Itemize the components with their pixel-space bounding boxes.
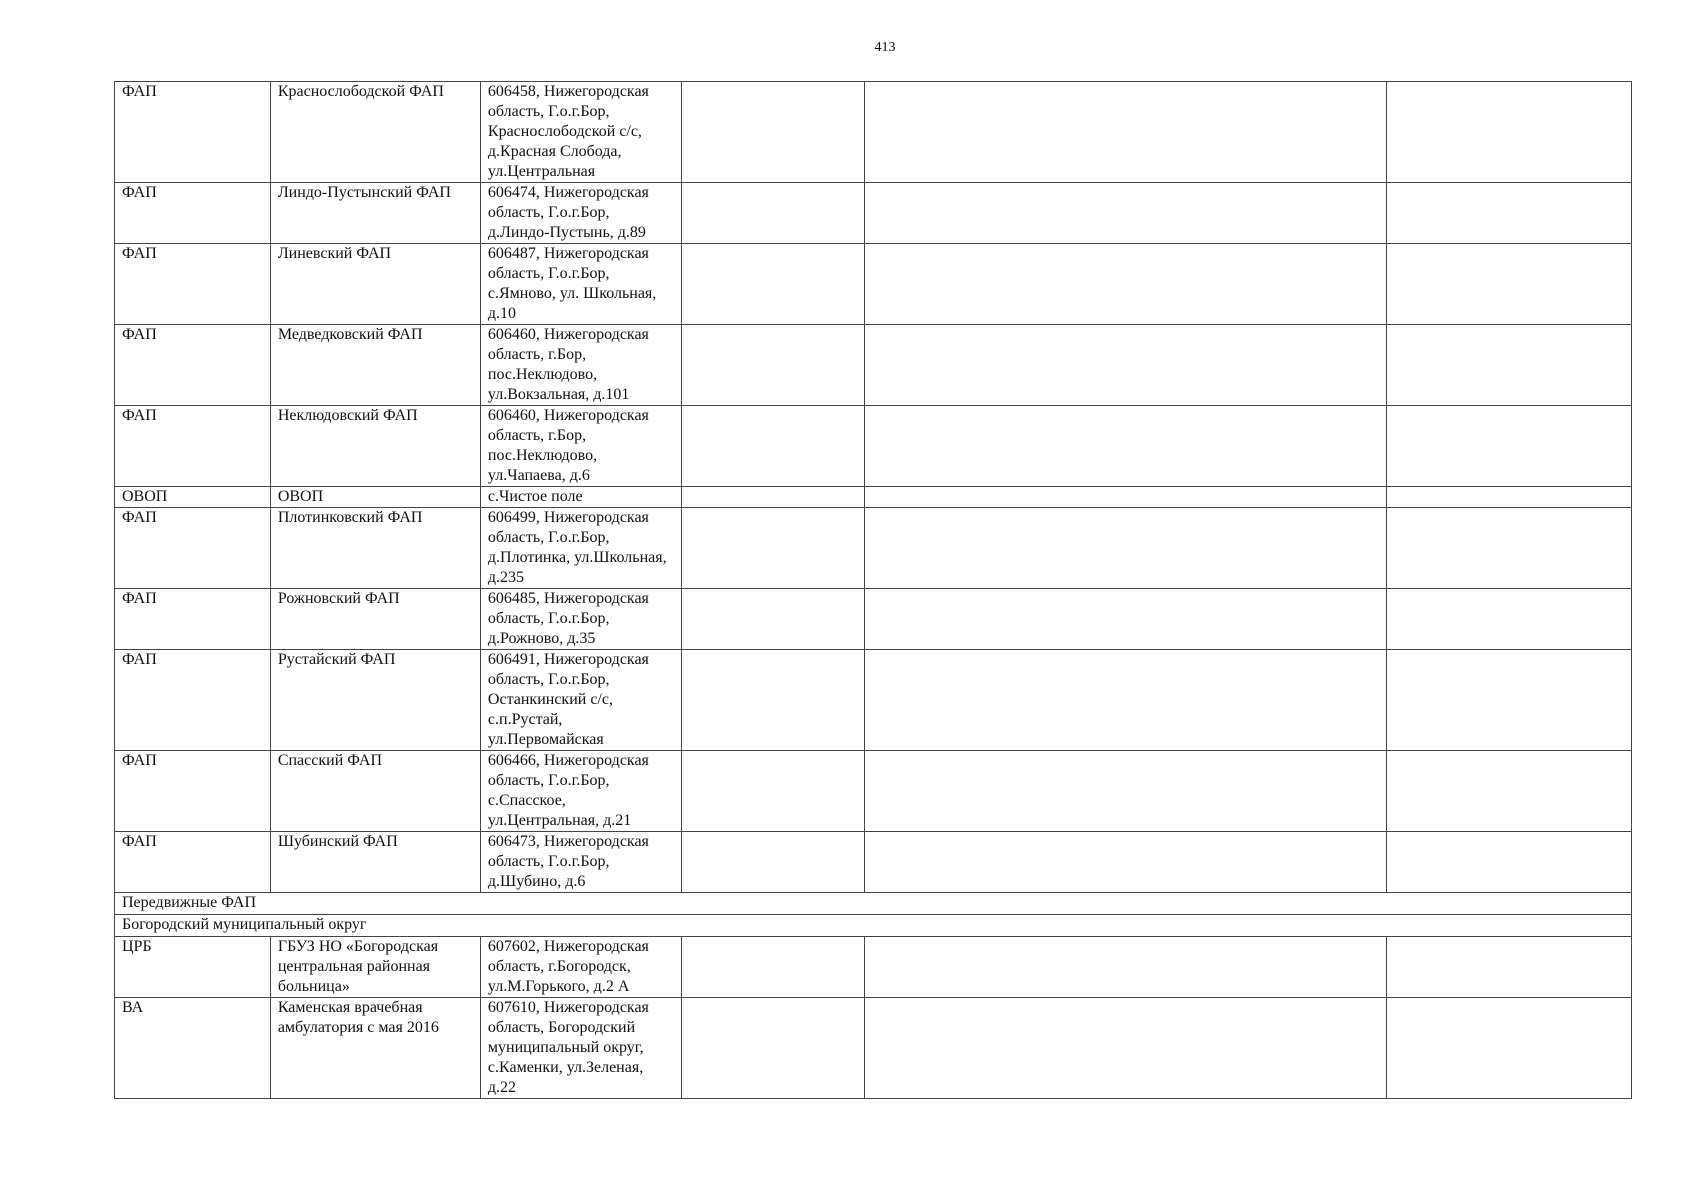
type-cell: ФАП (115, 82, 271, 183)
name-cell: Каменская врачебная амбулатория с мая 2016 (270, 998, 480, 1099)
address-cell: 606458, Нижегородская область, Г.о.г.Бор, Краснослободской с/с, д.Красная Слобода, ул.Центральная (480, 82, 681, 183)
address-cell: 606466, Нижегородская область, Г.о.г.Бор, с.Спасское, ул.Центральная, д.21 (480, 751, 681, 832)
empty-cell (681, 82, 864, 183)
table-row (115, 998, 1632, 1099)
empty-cell (1386, 406, 1631, 487)
empty-cell (864, 82, 1386, 183)
empty-cell (681, 487, 864, 508)
name-cell: ОВОП (270, 487, 480, 508)
type-cell: ВА (115, 998, 271, 1099)
table-row (115, 325, 1632, 406)
empty-cell (1386, 832, 1631, 893)
name-cell: Медведковский ФАП (270, 325, 480, 406)
table-row (115, 508, 1632, 589)
empty-cell (1386, 751, 1631, 832)
empty-cell (1386, 183, 1631, 244)
type-cell: ФАП (115, 832, 271, 893)
type-cell: ФАП (115, 406, 271, 487)
name-cell: Линевский ФАП (270, 244, 480, 325)
address-cell: с.Чистое поле (480, 487, 681, 508)
empty-cell (681, 508, 864, 589)
table-row (115, 650, 1632, 751)
table-row (115, 244, 1632, 325)
name-cell: Плотинковский ФАП (270, 508, 480, 589)
table-row (115, 183, 1632, 244)
table-row (115, 406, 1632, 487)
address-cell: 606499, Нижегородская область, Г.о.г.Бор, д.Плотинка, ул.Школьная, д.235 (480, 508, 681, 589)
type-cell: ФАП (115, 589, 271, 650)
empty-cell (864, 751, 1386, 832)
empty-cell (864, 406, 1386, 487)
empty-cell (681, 751, 864, 832)
type-cell: ФАП (115, 244, 271, 325)
name-cell: Рожновский ФАП (270, 589, 480, 650)
type-cell: ФАП (115, 183, 271, 244)
address-cell: 606485, Нижегородская область, Г.о.г.Бор, д.Рожново, д.35 (480, 589, 681, 650)
empty-cell (864, 325, 1386, 406)
name-cell: Краснослободской ФАП (270, 82, 480, 183)
empty-cell (864, 650, 1386, 751)
empty-cell (681, 589, 864, 650)
empty-cell (864, 832, 1386, 893)
name-cell: ГБУЗ НО «Богородская центральная районная больница» (270, 937, 480, 998)
empty-cell (864, 998, 1386, 1099)
type-cell: ФАП (115, 325, 271, 406)
name-cell: Шубинский ФАП (270, 832, 480, 893)
empty-cell (1386, 487, 1631, 508)
address-cell: 606487, Нижегородская область, Г.о.г.Бор, с.Ямново, ул. Школьная, д.10 (480, 244, 681, 325)
empty-cell (864, 937, 1386, 998)
section-row (115, 893, 1632, 915)
empty-cell (681, 650, 864, 751)
table-row (115, 487, 1632, 508)
empty-cell (681, 244, 864, 325)
type-cell: ФАП (115, 508, 271, 589)
table-row (115, 589, 1632, 650)
name-cell: Линдо-Пустынский ФАП (270, 183, 480, 244)
empty-cell (864, 487, 1386, 508)
empty-cell (681, 937, 864, 998)
address-cell: 606474, Нижегородская область, Г.о.г.Бор, д.Линдо-Пустынь, д.89 (480, 183, 681, 244)
name-cell: Спасский ФАП (270, 751, 480, 832)
section-mobile-fap: Передвижные ФАП (115, 893, 1632, 915)
empty-cell (1386, 998, 1631, 1099)
type-cell: ФАП (115, 650, 271, 751)
empty-cell (1386, 650, 1631, 751)
empty-cell (864, 244, 1386, 325)
empty-cell (681, 832, 864, 893)
address-cell: 606491, Нижегородская область, Г.о.г.Бор, Останкинский с/с, с.п.Рустай, ул.Первомайская (480, 650, 681, 751)
type-cell: ЦРБ (115, 937, 271, 998)
address-cell: 607602, Нижегородская область, г.Богородск, ул.М.Горького, д.2 А (480, 937, 681, 998)
empty-cell (681, 406, 864, 487)
empty-cell (1386, 937, 1631, 998)
empty-cell (1386, 508, 1631, 589)
table-row (115, 832, 1632, 893)
table-row (115, 751, 1632, 832)
name-cell: Рустайский ФАП (270, 650, 480, 751)
empty-cell (1386, 244, 1631, 325)
empty-cell (1386, 325, 1631, 406)
empty-cell (681, 325, 864, 406)
table-row (115, 82, 1632, 183)
address-cell: 606460, Нижегородская область, г.Бор, пос.Неклюдово, ул.Чапаева, д.6 (480, 406, 681, 487)
facilities-table (114, 81, 1632, 1099)
empty-cell (864, 589, 1386, 650)
empty-cell (681, 998, 864, 1099)
empty-cell (864, 183, 1386, 244)
empty-cell (1386, 82, 1631, 183)
empty-cell (1386, 589, 1631, 650)
name-cell: Неклюдовский ФАП (270, 406, 480, 487)
page-number: 413 (874, 40, 896, 55)
empty-cell (681, 183, 864, 244)
type-cell: ОВОП (115, 487, 271, 508)
type-cell: ФАП (115, 751, 271, 832)
empty-cell (864, 508, 1386, 589)
table-row (115, 937, 1632, 998)
section-row (115, 915, 1632, 937)
address-cell: 607610, Нижегородская область, Богородский муниципальный округ, с.Каменки, ул.Зеленая, д.22 (480, 998, 681, 1099)
section-district: Богородский муниципальный округ (115, 915, 1632, 937)
address-cell: 606460, Нижегородская область, г.Бор, пос.Неклюдово, ул.Вокзальная, д.101 (480, 325, 681, 406)
address-cell: 606473, Нижегородская область, Г.о.г.Бор, д.Шубино, д.6 (480, 832, 681, 893)
